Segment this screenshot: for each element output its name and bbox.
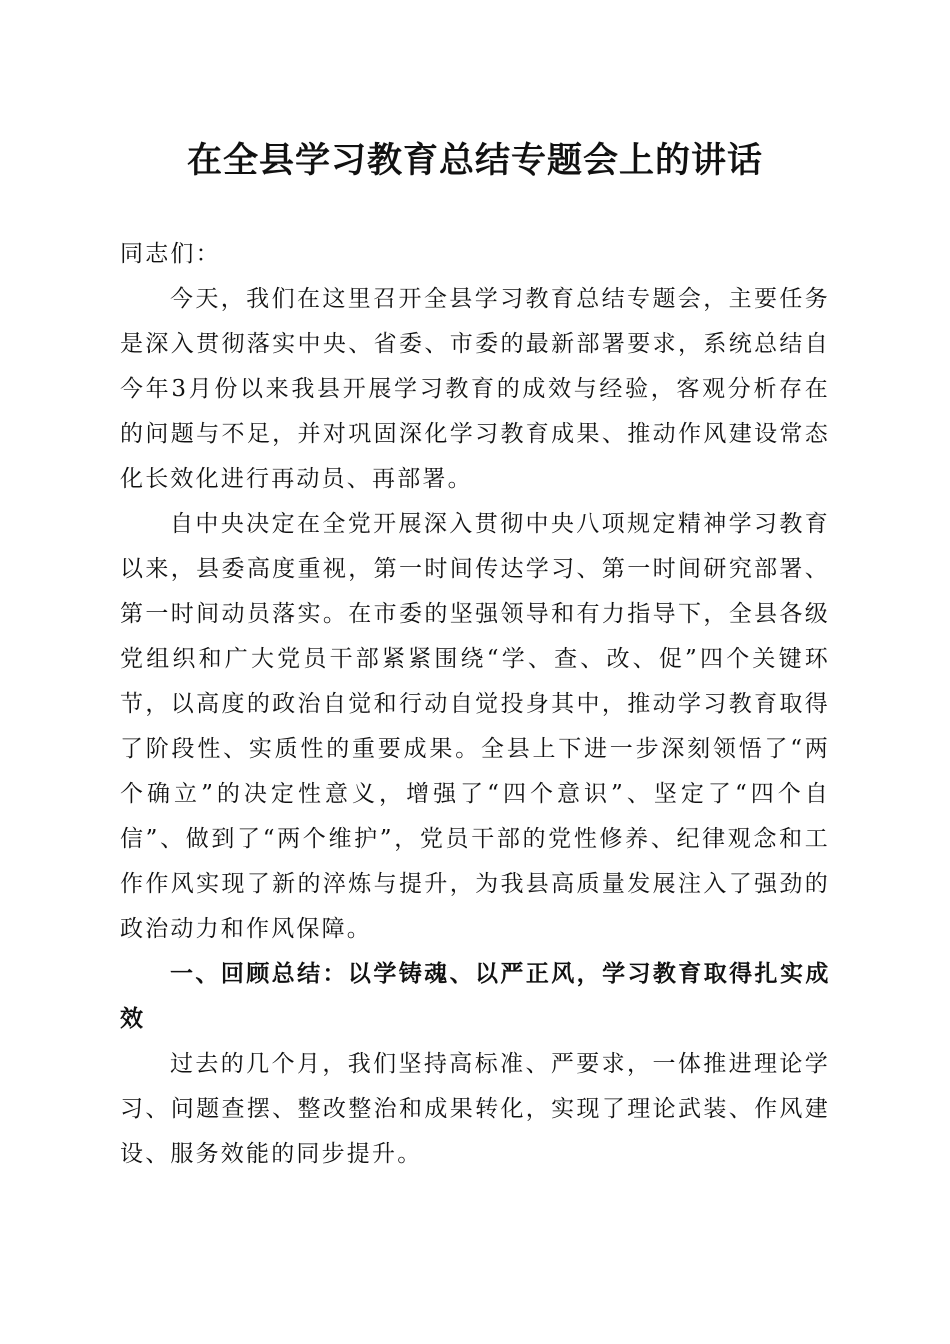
document-body — [120, 232, 830, 1177]
paragraph-section-intro: 过去的几个月，我们坚持高标准、严要求，一体推进理论学习、问题查摆、整改整治和成果转化，实现了理论武装、作风建设、服务效能的同步提升。 — [120, 1051, 830, 1167]
paragraph-opening: 今天，我们在这里召开全县学习教育总结专题会，主要任务是深入贯彻落实中央、省委、市委的最新部署要求，系统总结自今年3月份以来我县开展学习教育的成效与经验，客观分析存在的问题与不足，并对巩固深化学习教育成果、推动作风建设常态化长效化进行再动员、再部署。 — [120, 286, 830, 492]
salutation: 同志们： — [120, 241, 221, 267]
paragraph-background: 自中央决定在全党开展深入贯彻中央八项规定精神学习教育以来，县委高度重视，第一时间传达学习、第一时间研究部署、第一时间动员落实。在市委的坚强领导和有力指导下，全县各级党组织和广大党员干部紧紧围绕“学、查、改、促”四个关键环节，以高度的政治自觉和行动自觉投身其中，推动学习教育取得了阶段性、实质性的重要成果。全县上下进一步深刻领悟了“两个确立”的决定性意义，增强了“四个意识”、坚定了“四个自信”、做到了“两个维护”，党员干部的党性修养、纪律观念和工作作风实现了新的淬炼与提升，为我县高质量发展注入了强劲的政治动力和作风保障。 — [120, 511, 830, 942]
document-title: 在全县学习教育总结专题会上的讲话 — [186, 140, 763, 181]
section-heading: 一、回顾总结：以学铸魂、以严正风，学习教育取得扎实成效 — [120, 961, 830, 1032]
